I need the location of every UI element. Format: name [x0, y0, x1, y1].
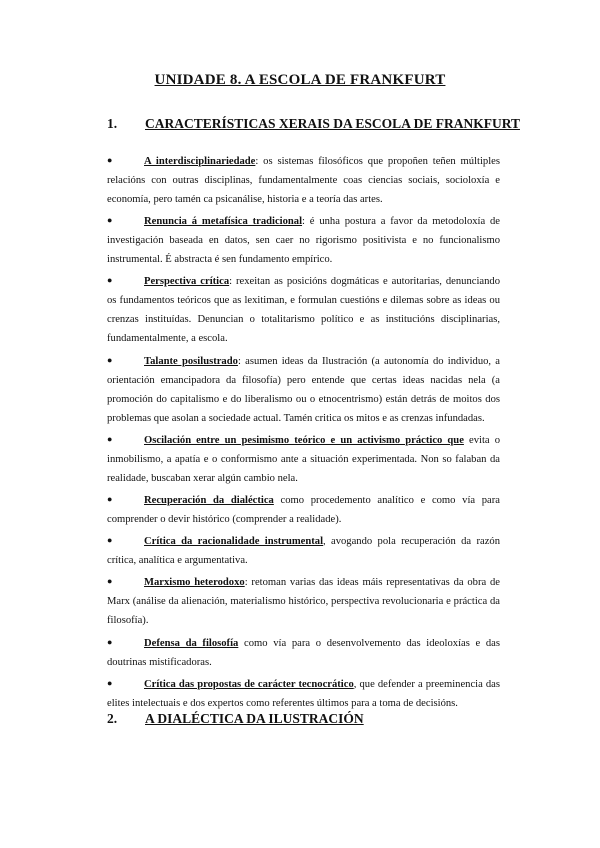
bullet-icon: ● [107, 433, 113, 444]
item-term: Perspectiva crítica [144, 276, 230, 288]
item-text: : asumen ideas da Ilustración (a autonomía do individuo, a orientación emancipadora da filosofía) pero entende que certas ideas nacidas nela (a promoción do capitalismo e do liberalismo ou o etnocentrismo) están detrás de moitos dos problemas que asolan a sociedade actual. Tamén critica os mitos e as crenzas infundadas. [107, 355, 501, 424]
page-title: UNIDADE 8. A ESCOLA DE FRANKFURT [154, 72, 446, 88]
item-text: como vía para o desenvolvemento das ideoloxías e das doutrinas mistificadoras. [107, 637, 500, 668]
list-item [107, 151, 500, 209]
list-item [107, 531, 500, 570]
characteristics-list [107, 151, 500, 715]
list-item [107, 430, 500, 488]
bullet-icon: ● [107, 535, 113, 546]
item-text: , que defender a preeminencia das elites intelectuais e dos expertos como referentes últimos para a toma de decisións. [107, 678, 501, 709]
item-text: : retoman varias das ideas máis representativas da obra de Marx (análise da alienación, materialismo histórico, perspectiva revolucionaria e práctica da filosofía). [107, 577, 500, 627]
list-item [107, 351, 500, 428]
section-heading-2 [107, 711, 527, 727]
bullet-icon: ● [107, 275, 113, 286]
bullet-icon: ● [107, 215, 113, 226]
list-item [107, 674, 500, 713]
item-term: Talante posilustrado [144, 355, 238, 367]
item-term: Marxismo heterodoxo [144, 577, 245, 589]
bullet-icon: ● [107, 576, 113, 587]
list-item [107, 211, 500, 269]
section-number: 1. [107, 116, 118, 131]
item-term: Recuperación da dialéctica [144, 494, 274, 506]
bullet-icon: ● [107, 493, 113, 504]
item-term: Renuncia á metafísica tradicional [144, 216, 303, 228]
list-item [107, 572, 500, 630]
section-title: CARACTERÍSTICAS XERAIS DA ESCOLA DE FRANKFURT [145, 116, 520, 131]
section-number: 2. [107, 711, 118, 726]
section-heading-1 [107, 116, 527, 132]
item-term: A interdisciplinariedade [144, 156, 256, 167]
bullet-icon: ● [107, 155, 113, 165]
item-text: como procedemento analítico e como vía para comprender o devir histórico (comprender a realidade). [107, 494, 500, 525]
bullet-icon: ● [107, 677, 113, 688]
item-text: , avogando pola recuperación da razón crítica, analítica e argumentativa. [107, 536, 500, 567]
item-term: Oscilación entre un pesimismo teórico e un activismo práctico que [144, 434, 464, 446]
bullet-icon: ● [107, 354, 113, 365]
item-text: : os sistemas filosóficos que propoñen teñen múltiples relacións con outras disciplinas, fundamentalmente coas ciencias sociais, socioloxía e economía, pero tamén ca psicanálise, historia e a teoría das artes. [107, 156, 500, 205]
list-item [107, 271, 500, 348]
item-term: Crítica das propostas de carácter tecnocrático [144, 678, 354, 690]
section-title: A DIALÉCTICA DA ILUSTRACIÓN [145, 711, 364, 726]
item-text: evita o inmobilismo, a apatía e o conformismo ante a situación experimentada. Non so falaban da realidade, buscaban xerar algún cambio nela. [107, 434, 500, 484]
item-term: Defensa da filosofía [144, 637, 239, 649]
bullet-icon: ● [107, 636, 113, 647]
item-text: : rexeitan as posicións dogmáticas e autoritarias, denunciando os fundamentos teóricos que as lexitiman, e formulan cuestións e dilemas sobre as ideas ou crenzas instituídas. Denuncian o totalitarismo político e as institucións disciplinarias, fundamentalmente, a escola. [107, 276, 500, 345]
list-item [107, 490, 500, 529]
item-term: Crítica da racionalidade instrumental [144, 536, 324, 548]
list-item [107, 633, 500, 672]
item-text: : é unha postura a favor da metodoloxía de investigación baseada en datos, sen caer no rigorismo positivista e no funcionalismo instrumental. É abstracta é sen fundamento empírico. [107, 216, 500, 266]
